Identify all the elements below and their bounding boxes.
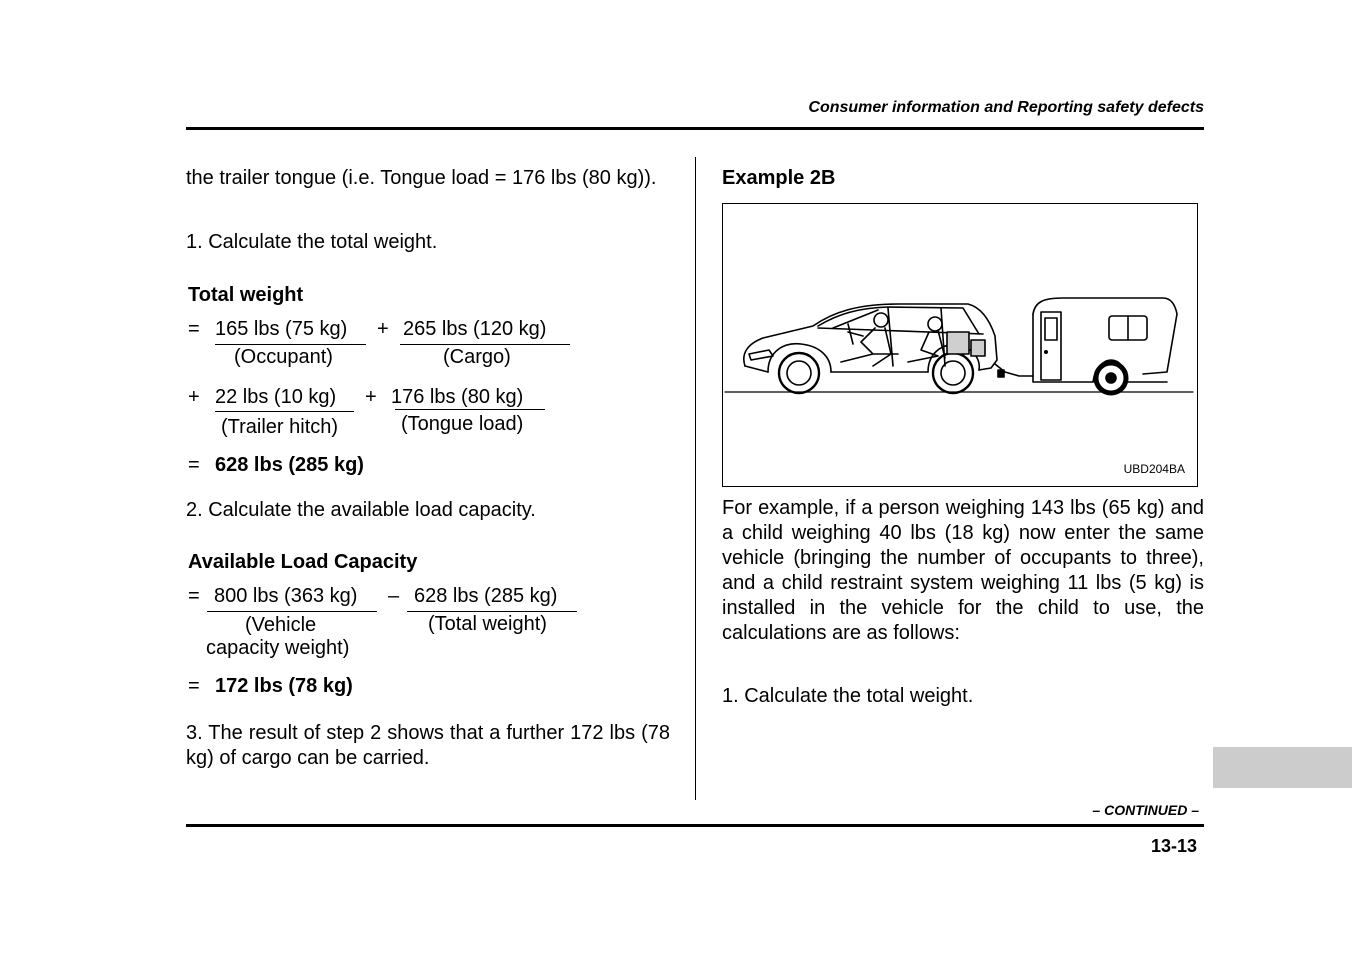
header-rule <box>186 127 1204 130</box>
eq1-sign-2: + <box>188 386 200 408</box>
eq1-term-1: 165 lbs (75 kg) <box>215 318 348 340</box>
step-1-text: 1. Calculate the total weight. <box>186 231 438 253</box>
intro-paragraph: the trailer tongue (i.e. Tongue load = 176 lbs (80 kg)). <box>186 167 657 189</box>
example-paragraph: For example, if a person weighing 143 lbs (65 kg) and a child weighing 40 lbs (18 kg) now enter the same vehicle (bringing the number of occupants to three), and a child restraint system weighing 11 lbs (5 kg) is installed in the vehicle for the child to use, the calculations are as follows: <box>722 497 1204 644</box>
eq1-term-4: 176 lbs (80 kg) <box>391 386 524 408</box>
section-thumb-tab <box>1213 747 1352 788</box>
car-with-trailer-illustration <box>723 204 1197 486</box>
eq2-sign-2: = <box>188 675 200 697</box>
eq1-label-2: (Cargo) <box>443 346 511 368</box>
eq1-op-2: + <box>365 386 377 408</box>
total-weight-heading: Total weight <box>188 284 304 306</box>
eq1-op-1: + <box>377 318 389 340</box>
eq2-term-1-underline <box>207 611 377 612</box>
footer-rule <box>186 824 1204 827</box>
eq2-op-1: – <box>388 585 400 607</box>
car-trailer-figure <box>722 203 1198 487</box>
eq1-term-3-underline <box>215 411 354 412</box>
eq1-term-2: 265 lbs (120 kg) <box>403 318 547 340</box>
continued-label: – CONTINUED – <box>1092 802 1199 818</box>
example-2b-heading: Example 2B <box>722 167 836 189</box>
eq1-term-1-underline <box>215 344 366 345</box>
eq2-sign-1: = <box>188 585 200 607</box>
eq2-label-1a: (Vehicle <box>245 614 317 636</box>
eq1-label-1: (Occupant) <box>234 346 333 368</box>
eq2-label-1b: capacity weight) <box>206 637 350 659</box>
eq1-term-2-underline <box>400 344 570 345</box>
available-load-capacity-heading: Available Load Capacity <box>188 551 418 573</box>
eq2-term-1: 800 lbs (363 kg) <box>214 585 358 607</box>
eq2-term-2-underline <box>407 611 577 612</box>
figure-code: UBD204BA <box>1123 462 1185 476</box>
column-divider <box>695 157 696 800</box>
eq2-label-2: (Total weight) <box>428 613 547 635</box>
eq1-sign-3: = <box>188 454 200 476</box>
step-2-text: 2. Calculate the available load capacity. <box>186 499 536 521</box>
right-step-1-text: 1. Calculate the total weight. <box>722 685 974 707</box>
running-header: Consumer information and Reporting safety defects <box>808 99 1204 116</box>
eq1-term-3: 22 lbs (10 kg) <box>215 386 337 408</box>
step-3-text: 3. The result of step 2 shows that a further 172 lbs (78 kg) of cargo can be carried. <box>186 722 670 769</box>
page-number: 13-13 <box>1150 836 1197 856</box>
eq1-sign-1: = <box>188 318 200 340</box>
eq1-label-4: (Tongue load) <box>401 413 524 435</box>
total-weight-result: 628 lbs (285 kg) <box>215 454 364 476</box>
eq2-term-2: 628 lbs (285 kg) <box>414 585 558 607</box>
eq1-term-4-underline <box>395 409 545 410</box>
eq1-label-3: (Trailer hitch) <box>221 416 339 438</box>
available-capacity-result: 172 lbs (78 kg) <box>215 675 353 697</box>
